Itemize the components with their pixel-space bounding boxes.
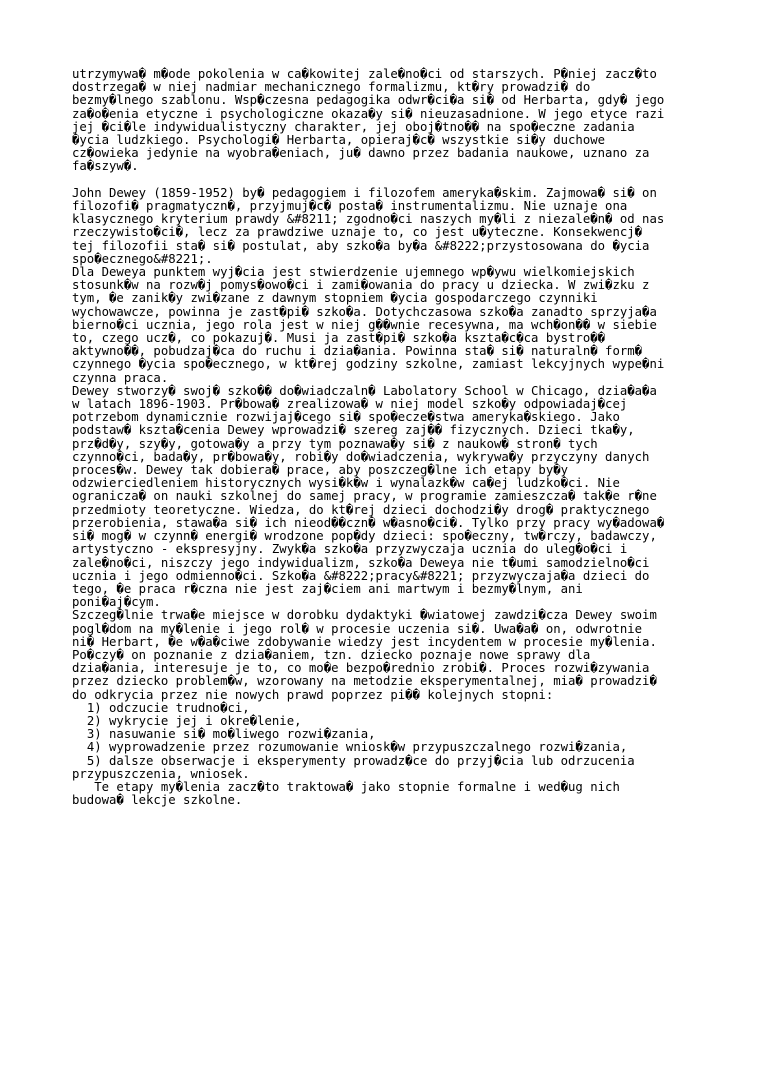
paragraph-herbart-critique: utrzymywa� m�ode pokolenia w ca�kowitej zale�no�ci od starszych. P�niej zacz�to dostrzega� w niej nadmiar mechanicznego formalizmu, kt�ry prowadzi� do bezmy�lnego szablonu. Wsp�czesna pedagogika odwr�ci�a si� od Herbarta, gdy� jego za�o�enia etyczne i psychologiczne okaza�y si� nieuzasadnione. W jego etyce razi jej �ci�le indywidualistyczny charakter, jej oboj�tno�� na spo�eczne zadania �ycia ludzkiego. Psychologi� Herbarta, opieraj�c� wszystkie si�y duchowe cz�owieka jedynie na wyobra�eniach, ju� dawno przez badania naukowe, uznano za fa�szyw�. (72, 67, 665, 174)
paragraph-dewey-school-role: Dla Deweya punktem wyj�cia jest stwierdzenie ujemnego wp�ywu wielkomiejskich stosunk�w na rozw�j pomys�owo�ci i zami�owania do pracy u dziecka. W zwi�zku z tym, �e zanik�y zwi�zane z dawnym stopniem �ycia gospodarczego czynniki wychowawcze, powinna je zast�pi� szko�a. Dotychczasowa szko�a zanadto sprzyja�a bierno�ci ucznia, jego rola jest w niej g��wnie recesywna, ma wch�on�� w siebie to, czego ucz�, co pokazuj�. Musi ja zast�pi� szko�a kszta�c�ca bystro�� aktywno��, pobudzaj�ca do ruchu i dzia�ania. Powinna sta� si� naturaln� form� czynnego �ycia spo�ecznego, w kt�rej godziny szkolne, zamiast lekcyjnych wype�ni czynna praca. (72, 265, 665, 385)
list-item-step-3: 3) nasuwanie si� mo�liwego rozwi�zania, (72, 727, 376, 742)
paragraph-closing: Te etapy my�lenia zacz�to traktowa� jako stopnie formalne i wed�ug nich budowa� lekcje szkolne. (72, 779, 620, 808)
paragraph-laboratory-school: Dewey stworzy� swoj� szko�� do�wiadczaln� Labolatory School w Chicago, dzia�a�a w latach 1896-1903. Pr�bowa� zrealizowa� w niej model szko�y odpowiadaj�cej potrzebom dynamicznie rozwijaj�cego si� spo�ecze�stwa ameryka�skiego. Jako podstaw� kszta�cenia Dewey wprowadzi� szereg zaj�� fizycznych. Dzieci tka�y, prz�d�y, szy�y, gotowa�y a przy tym poznawa�y si� z naukow� stron� tych czynno�ci, bada�y, pr�bowa�y, robi�y do�wiadczenia, wykrywa�y przyczyny danych proces�w. Dewey tak dobiera� prace, aby poszczeg�lne ich etapy by�y odzwierciedleniem historycznych wysi�k�w i wynalazk�w ca�ej ludzko�ci. Nie ogranicza� on nauki szkolnej do samej pracy, w programie zamieszcza� tak�e r�ne przedmioty teoretyczne. Wiedza, do kt�rej dzieci dochodzi�y drog� praktycznego przerobienia, stawa�a si� ich nieod��czn� w�asno�ci�. Tylko przy pracy wy�adowa� si� mog� w czynn� energi� wrodzone pop�dy dzieci: spo�eczny, tw�rczy, badawczy, artystyczno - ekspresyjny. Zwyk�a szko�a przyzwyczaja ucznia do uleg�o�ci i zale�no�ci, niszczy jego indywidualizm, szko�a Deweya nie t�umi samodzielno�ci ucznia i jego odmienno�ci. Szko�a &#8222;pracy&#8221; przyzwyczaja�a dzieci do tego, �e praca r�czna nie jest zaj�ciem ani martwym i bezmy�lnym, ani poni�aj�cym. (72, 383, 665, 610)
list-item-step-1: 1) odczucie trudno�ci, (72, 700, 250, 715)
paragraph-dewey-intro: John Dewey (1859-1952) by� pedagogiem i filozofem ameryka�skim. Zajmowa� si� on filozofi� pragmatyczn�, przyjmuj�c� posta� instrumentalizmu. Nie uznaje ona klasycznego kryterium prawdy &#8211; zgodno�ci naszych my�li z niezale�n� od nas rzeczywisto�ci�, lecz za prawdziwe uznaje to, co jest u�yteczne. Konsekwencj� tej filozofii sta� si� postulat, aby szko�a by�a &#8222;przystosowana do �ycia spo�ecznego&#8221;. (72, 185, 665, 266)
paragraph-thinking-process: Szczeg�lnie trwa�e miejsce w dorobku dydaktyki �wiatowej zawdzi�cza Dewey swoim pogl�dom na my�lenie i jego rol� w procesie uczenia si�. Uwa�a� on, odwrotnie ni� Herbart, �e w�a�ciwe zdobywanie wiedzy jest incydentem w procesie my�lenia. Po�czy� on poznanie z dzia�aniem, tzn. dziecko poznaje nowe sprawy dla dzia�ania, interesuje je to, co mo�e bezpo�rednio zrobi�. Proces rozwi�zywania przez dziecko problem�w, wzorowany na metodzie eksperymentalnej, mia� prowadzi� do odkrycia przez nie nowych prawd poprzez pi�� kolejnych stopni: (72, 608, 657, 702)
blank-line (72, 174, 712, 187)
list-item-step-4: 4) wyprowadzenie przez rozumowanie wniosk�w przypuszczalnego rozwi�zania, (72, 740, 628, 755)
list-item-step-5: 5) dalsze obserwacje i eksperymenty prowadz�ce do przyj�cia lub odrzucenia przypuszczenia, wniosek. (72, 753, 635, 781)
list-item-step-2: 2) wykrycie jej i okre�lenie, (72, 713, 302, 728)
document-page (72, 68, 712, 807)
